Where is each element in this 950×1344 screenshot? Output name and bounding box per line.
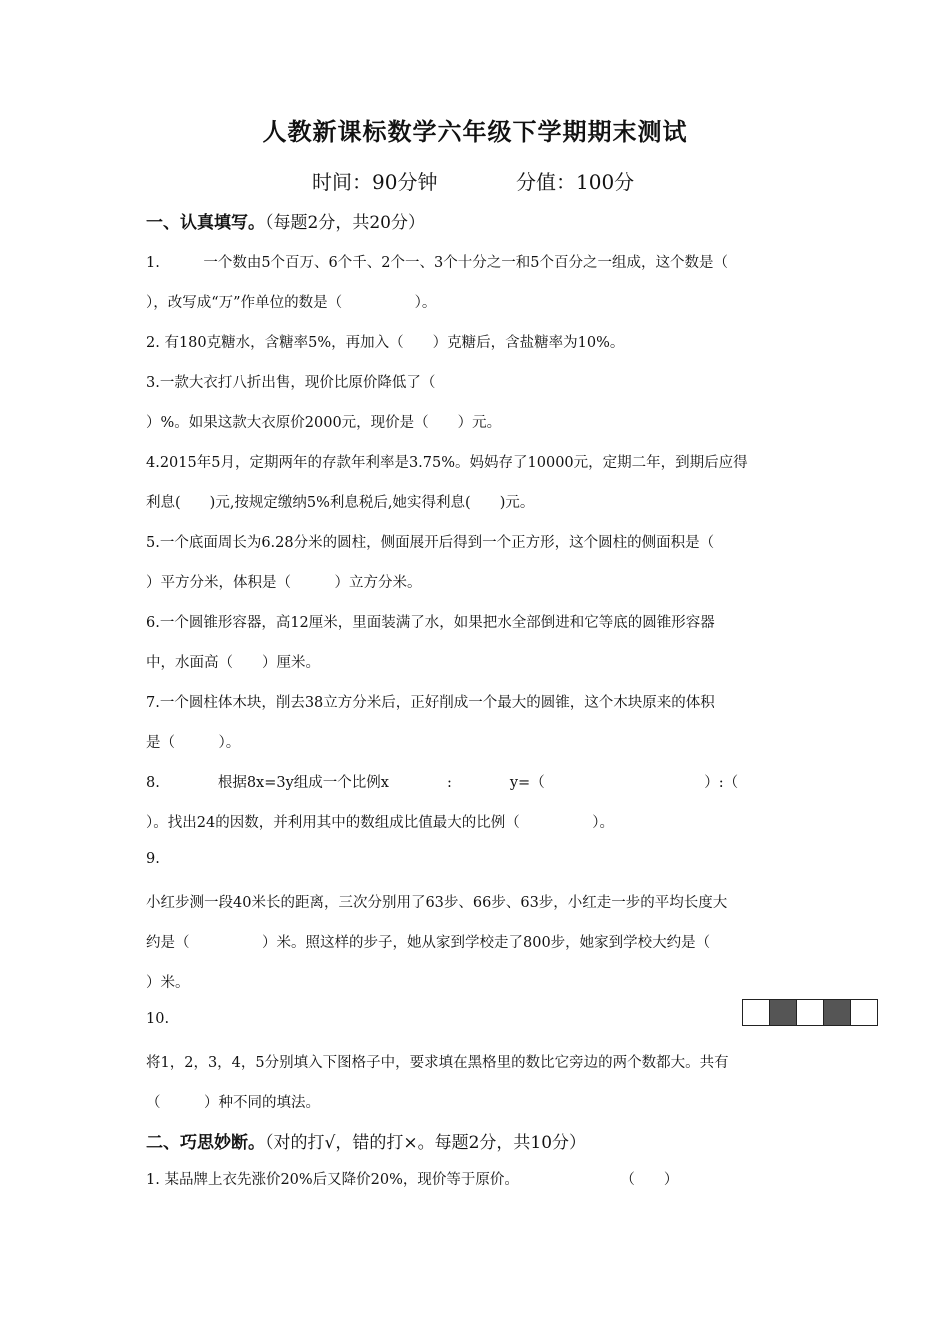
section-2-title: 二、巧思妙断。: [146, 1133, 265, 1153]
section-1-title: 一、认真填写。: [146, 213, 265, 233]
q10-grid: [742, 999, 878, 1026]
q6-line-2: 中，水面高（ ）厘米。: [146, 655, 320, 671]
q9-line-2: 约是（ ）米。照这样的步子，她从家到学校走了800步，她家到学校大约是（: [146, 935, 711, 951]
q3-line-1: 3.一款大衣打八折出售，现价比原价降低了（: [146, 375, 436, 391]
q4-line-2: 利息( )元,按规定缴纳5%利息税后,她实得利息( )元。: [146, 495, 535, 511]
q3-line-2: ）%。如果这款大衣原价2000元，现价是（ ）元。: [146, 415, 502, 431]
score-label: 分值：100分: [516, 170, 635, 194]
q9-line-1: 小红步测一段40米长的距离，三次分别用了63步、66步、63步，小红走一步的平均长度大: [146, 895, 728, 911]
q7-line-1: 7.一个圆柱体木块，削去38立方分米后，正好削成一个最大的圆锥，这个木块原来的体积: [146, 695, 715, 711]
section-2-note: （对的打√，错的打×。每题2分，共10分）: [265, 1133, 587, 1153]
q1-line-1: 1. 一个数由5个百万、6个千、2个一、3个十分之一和5个百分之一组成，这个数是（: [146, 255, 728, 271]
q5-line-2: ）平方分米，体积是（ ）立方分米。: [146, 575, 422, 591]
q9-number: 9.: [146, 851, 160, 867]
q9-line-3: ）米。: [146, 975, 190, 991]
grid-cell-black: [824, 1000, 851, 1025]
time-label: 时间：90分钟: [312, 170, 438, 194]
q6-line-1: 6.一个圆锥形容器，高12厘米，里面装满了水，如果把水全部倒进和它等底的圆锥形容器: [146, 615, 715, 631]
page-title: 人教新课标数学六年级下学期期末测试: [262, 117, 688, 146]
section-1-note: （每题2分，共20分）: [265, 213, 425, 233]
grid-cell-white: [797, 1000, 824, 1025]
section-2-heading: [146, 1128, 586, 1153]
q5-line-1: 5.一个底面周长为6.28分米的圆柱，侧面展开后得到一个正方形，这个圆柱的侧面积是（: [146, 535, 715, 551]
tf-q1-line: 1. 某品牌上衣先涨价20%后又降价20%，现价等于原价。 （ ）: [146, 1172, 679, 1188]
q8-line-1: 8. 根据8x=3y组成一个比例x : y=（ ）:（: [146, 775, 739, 791]
section-1-heading: [146, 208, 425, 233]
grid-cell-white: [743, 1000, 770, 1025]
q1-line-2: ），改写成“万”作单位的数是（ ）。: [146, 295, 437, 311]
grid-cell-black: [770, 1000, 797, 1025]
q8-line-2: ）。找出24的因数，并利用其中的数组成比值最大的比例（ ）。: [146, 815, 614, 831]
grid-cell-white: [851, 1000, 877, 1025]
q7-line-2: 是（ ）。: [146, 735, 241, 751]
q10-number: 10.: [146, 1011, 170, 1027]
q4-line-1: 4.2015年5月，定期两年的存款年利率是3.75%。妈妈存了10000元，定期二年，到期后应得: [146, 455, 748, 471]
q2-line: 2. 有180克糖水，含糖率5%，再加入（ ）克糖后，含盐糖率为10%。: [146, 335, 625, 351]
q10-line-2: （ ）种不同的填法。: [146, 1095, 320, 1111]
q10-line-1: 将1，2，3，4，5分别填入下图格子中，要求填在黑格里的数比它旁边的两个数都大。共有: [146, 1055, 729, 1071]
